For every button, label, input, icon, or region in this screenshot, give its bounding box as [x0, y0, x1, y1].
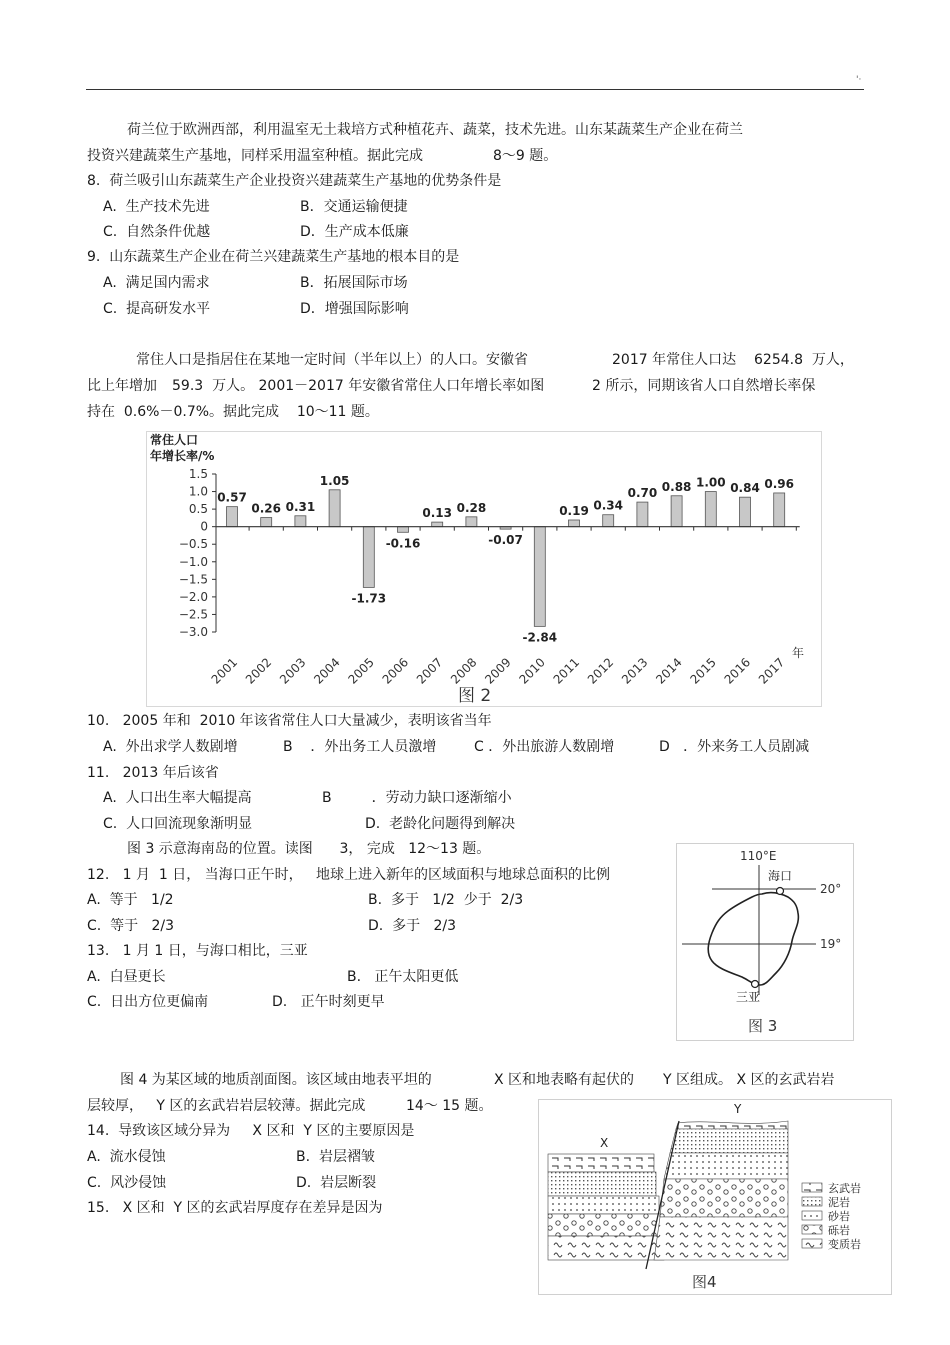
passage-14-15-line1c: Y 区组成。 X 区的玄武岩岩 — [663, 1072, 835, 1088]
passage-14-15-line2a: 层较厚， Y 区的玄武岩岩层较薄。据此完成 — [87, 1098, 366, 1114]
bar-2003 — [295, 516, 306, 527]
y-conglomerate-layer — [660, 1179, 788, 1217]
value-label-2015: 1.00 — [695, 475, 726, 490]
y-tick-label: 1.5 — [188, 467, 208, 481]
x-metamorphic-layer — [548, 1236, 664, 1260]
legend-metamorphic: 变质岩 — [828, 1238, 861, 1251]
q14-option-d: D. 岩层断裂 — [296, 1175, 377, 1191]
q10-option-d: D ．外来务工人员剧减 — [659, 739, 810, 755]
legend-conglomerate: 砾岩 — [828, 1224, 850, 1237]
passage-14-15-line1a: 图 4 为某区域的地质剖面图。该区域由地表平坦的 — [120, 1072, 432, 1088]
value-label-2005: -1.73 — [351, 591, 387, 606]
q12-option-a: A. 等于 1/2 — [87, 892, 174, 908]
q10-option-a: A. 外出求学人数剧增 — [103, 739, 238, 755]
x-tick-label-2015: 2015 — [687, 655, 719, 687]
passage-10-11-line2a: 比上年增加 — [87, 378, 157, 394]
x-tick-label-2012: 2012 — [584, 655, 617, 687]
sanya-marker — [752, 981, 759, 988]
y-tick-label: −2.5 — [178, 607, 208, 622]
legend-sandstone: 砂岩 — [828, 1210, 850, 1223]
passage-14-15-line2b: 14～ 15 题。 — [406, 1098, 493, 1114]
q12-option-c: C. 等于 2/3 — [87, 918, 175, 934]
header-rule — [86, 89, 864, 90]
value-label-2001: 0.57 — [217, 490, 247, 505]
y-metamorphic-layer — [654, 1217, 788, 1260]
x-tick-label-2005: 2005 — [345, 655, 377, 687]
x-tick-label-2006: 2006 — [379, 655, 412, 687]
q14-option-b: B. 岩层褶皱 — [296, 1149, 375, 1165]
q10-option-b: B ．外出务工人员激增 — [283, 739, 437, 755]
haikou-label: 海口 — [768, 869, 793, 883]
bar-2006 — [398, 527, 409, 533]
q13-option-d: D. 正午时刻更早 — [272, 994, 385, 1010]
y-tick-label: 0 — [200, 519, 208, 534]
value-label-2014: 0.88 — [661, 479, 692, 494]
q8-stem: 8. 荷兰吸引山东蔬菜生产企业投资兴建蔬菜生产基地的优势条件是 — [87, 173, 502, 189]
y-tick-label: −0.5 — [178, 537, 208, 552]
y-tick-label: −1.5 — [178, 572, 208, 587]
bar-2002 — [261, 518, 272, 527]
q13-option-a: A. 白昼更长 — [87, 969, 166, 985]
q11-option-b: B ．劳动力缺口逐渐缩小 — [322, 790, 512, 806]
q9-stem: 9. 山东蔬菜生产企业在荷兰兴建蔬菜生产基地的根本目的是 — [87, 249, 460, 265]
q12-option-d: D. 多于 2/3 — [368, 918, 457, 934]
value-label-2002: 0.26 — [251, 501, 282, 516]
bar-2010 — [534, 527, 545, 627]
q12-stem: 12. 1 月 1 日， 当海口正午时， 地球上进入新年的区域面积与地球总面积的比例 — [87, 867, 611, 883]
page-corner-mark: '· — [856, 75, 862, 85]
bar-2008 — [466, 517, 477, 527]
figure-4-geologic-section — [538, 1099, 892, 1295]
value-label-2006: -0.16 — [385, 536, 421, 551]
bar-2011 — [569, 520, 580, 527]
x-basalt-layer — [548, 1154, 654, 1172]
passage-10-11-line1a: 常住人口是指居住在某地一定时间（半年以上）的人口。安徽省 — [136, 352, 528, 368]
q14-stem: 14. 导致该区域分异为 X 区和 Y 区的主要原因是 — [87, 1123, 415, 1139]
bar-2014 — [671, 496, 682, 527]
bar-2001 — [227, 507, 238, 527]
y-mudstone-layer — [670, 1129, 788, 1153]
figure-2-chart — [146, 431, 822, 707]
chart-ylabel-line1: 常住人口 — [150, 433, 199, 447]
figure-3-hainan-map — [676, 843, 854, 1041]
chart-ylabel-line2: 年增长率/% — [150, 449, 215, 463]
bar-2007 — [432, 522, 443, 527]
x-region-label: X — [600, 1136, 609, 1150]
y-tick-label: 1.0 — [188, 484, 208, 499]
value-label-2007: 0.13 — [422, 506, 453, 521]
x-tick-label-2011: 2011 — [550, 655, 583, 687]
value-label-2017: 0.96 — [764, 476, 795, 491]
value-label-2008: 0.28 — [456, 500, 487, 515]
intro-12-13: 图 3 示意海南岛的位置。读图 3， 完成 12～13 题。 — [127, 841, 491, 857]
longitude-label: 110°E — [740, 849, 777, 863]
q11-option-c: C. 人口回流现象渐明显 — [103, 816, 253, 832]
x-tick-label-2014: 2014 — [653, 655, 685, 687]
x-tick-label-2004: 2004 — [311, 655, 343, 687]
bar-2012 — [603, 515, 614, 527]
value-label-2004: 1.05 — [319, 473, 350, 488]
chart-title: 图 2 — [458, 686, 492, 706]
q12-option-b: B. 多于 1/2 少于 2/3 — [368, 892, 524, 908]
q14-option-c: C. 风沙侵蚀 — [87, 1175, 167, 1191]
passage-10-11-line3: 持在 0.6%－0.7%。据此完成 10～11 题。 — [87, 404, 379, 420]
bar-2017 — [774, 493, 785, 527]
q8-option-d: D．生产成本低廉 — [300, 224, 409, 240]
q13-stem: 13. 1 月 1 日，与海口相比，三亚 — [87, 943, 308, 959]
passage-8-9-line1: 荷兰位于欧洲西部，利用温室无土栽培方式种植花卉、蔬菜，技术先进。山东某蔬菜生产企业在荷兰 — [127, 122, 743, 138]
q11-option-d: D. 老龄化问题得到解决 — [365, 816, 516, 832]
x-tick-label-2016: 2016 — [721, 655, 754, 687]
y-tick-label: 0.5 — [188, 502, 208, 517]
q13-option-b: B. 正午太阳更低 — [347, 969, 459, 985]
x-conglomerate-layer — [548, 1214, 662, 1236]
x-sandstone-layer — [548, 1196, 659, 1214]
bar-2004 — [329, 490, 340, 527]
haikou-marker — [777, 888, 784, 895]
q9-option-a: A. 满足国内需求 — [103, 275, 210, 291]
y-tick-label: −2.0 — [178, 589, 208, 604]
q8-option-c: C. 自然条件优越 — [103, 224, 211, 240]
q9-option-c: C. 提高研发水平 — [103, 301, 211, 317]
lat-19-label: 19° — [820, 937, 842, 951]
y-region-label: Y — [734, 1102, 742, 1116]
bar-2005 — [363, 527, 374, 588]
bar-2016 — [740, 497, 751, 526]
value-label-2009: -0.07 — [488, 533, 523, 548]
passage-10-11-line2c: 2 所示，同期该省人口自然增长率保 — [592, 378, 816, 394]
x-tick-label-2001: 2001 — [208, 655, 241, 687]
q9-option-b: B．拓展国际市场 — [300, 275, 408, 291]
y-tick-label: −1.0 — [178, 554, 208, 569]
passage-10-11-line1c: 6254.8 万人， — [754, 352, 854, 368]
value-label-2013: 0.70 — [627, 486, 658, 501]
x-tick-label-2009: 2009 — [482, 655, 514, 687]
q8-option-b: B．交通运输便捷 — [300, 199, 408, 215]
passage-8-9-line2: 投资兴建蔬菜生产基地，同样采用温室种植。据此完成 — [87, 148, 423, 164]
lat-20-label: 20° — [820, 882, 842, 896]
x-tick-label-2002: 2002 — [242, 655, 275, 687]
passage-10-11-line1b: 2017 年常住人口达 — [612, 352, 737, 368]
passage-8-9-range: 8～9 题。 — [493, 148, 558, 164]
passage-10-11-line2b: 59.3 万人。 2001－2017 年安徽省常住人口年增长率如图 — [172, 378, 545, 394]
q9-option-d: D．增强国际影响 — [300, 301, 409, 317]
figure-3-caption: 图 3 — [748, 1017, 778, 1035]
legend-mudstone: 泥岩 — [828, 1196, 850, 1209]
value-label-2012: 0.34 — [593, 498, 624, 513]
y-sandstone-layer — [664, 1153, 788, 1179]
x-tick-label-2003: 2003 — [277, 655, 309, 687]
sanya-label: 三亚 — [736, 990, 761, 1004]
x-mudstone-layer — [548, 1172, 656, 1196]
q13-option-c: C. 日出方位更偏南 — [87, 994, 209, 1010]
value-label-2003: 0.31 — [285, 499, 316, 514]
q14-option-a: A. 流水侵蚀 — [87, 1149, 166, 1165]
x-tick-label-2013: 2013 — [619, 655, 651, 687]
x-tick-label-2008: 2008 — [448, 655, 480, 687]
q8-option-a: A. 生产技术先进 — [103, 199, 210, 215]
figure-4-caption: 图4 — [692, 1273, 717, 1291]
q11-stem: 11. 2013 年后该省 — [87, 765, 219, 781]
q11-option-a: A. 人口出生率大幅提高 — [103, 790, 252, 806]
x-tick-label-2007: 2007 — [413, 655, 446, 687]
passage-14-15-line1b: X 区和地表略有起伏的 — [494, 1072, 635, 1088]
x-tick-label-2010: 2010 — [516, 655, 548, 687]
bar-2013 — [637, 502, 648, 527]
value-label-2010: -2.84 — [522, 630, 558, 645]
q10-stem: 10. 2005 年和 2010 年该省常住人口大量减少，表明该省当年 — [87, 713, 492, 729]
value-label-2011: 0.19 — [559, 503, 589, 518]
q15-stem: 15. X 区和 Y 区的玄武岩厚度存在差异是因为 — [87, 1200, 383, 1216]
chart-xlabel: 年 — [792, 646, 805, 660]
legend-basalt: 玄武岩 — [828, 1182, 861, 1195]
q10-option-c: C ．外出旅游人数剧增 — [474, 739, 615, 755]
value-label-2016: 0.84 — [730, 481, 760, 496]
x-tick-label-2017: 2017 — [755, 655, 788, 687]
bar-2015 — [705, 492, 716, 527]
y-tick-label: −3.0 — [178, 625, 208, 639]
